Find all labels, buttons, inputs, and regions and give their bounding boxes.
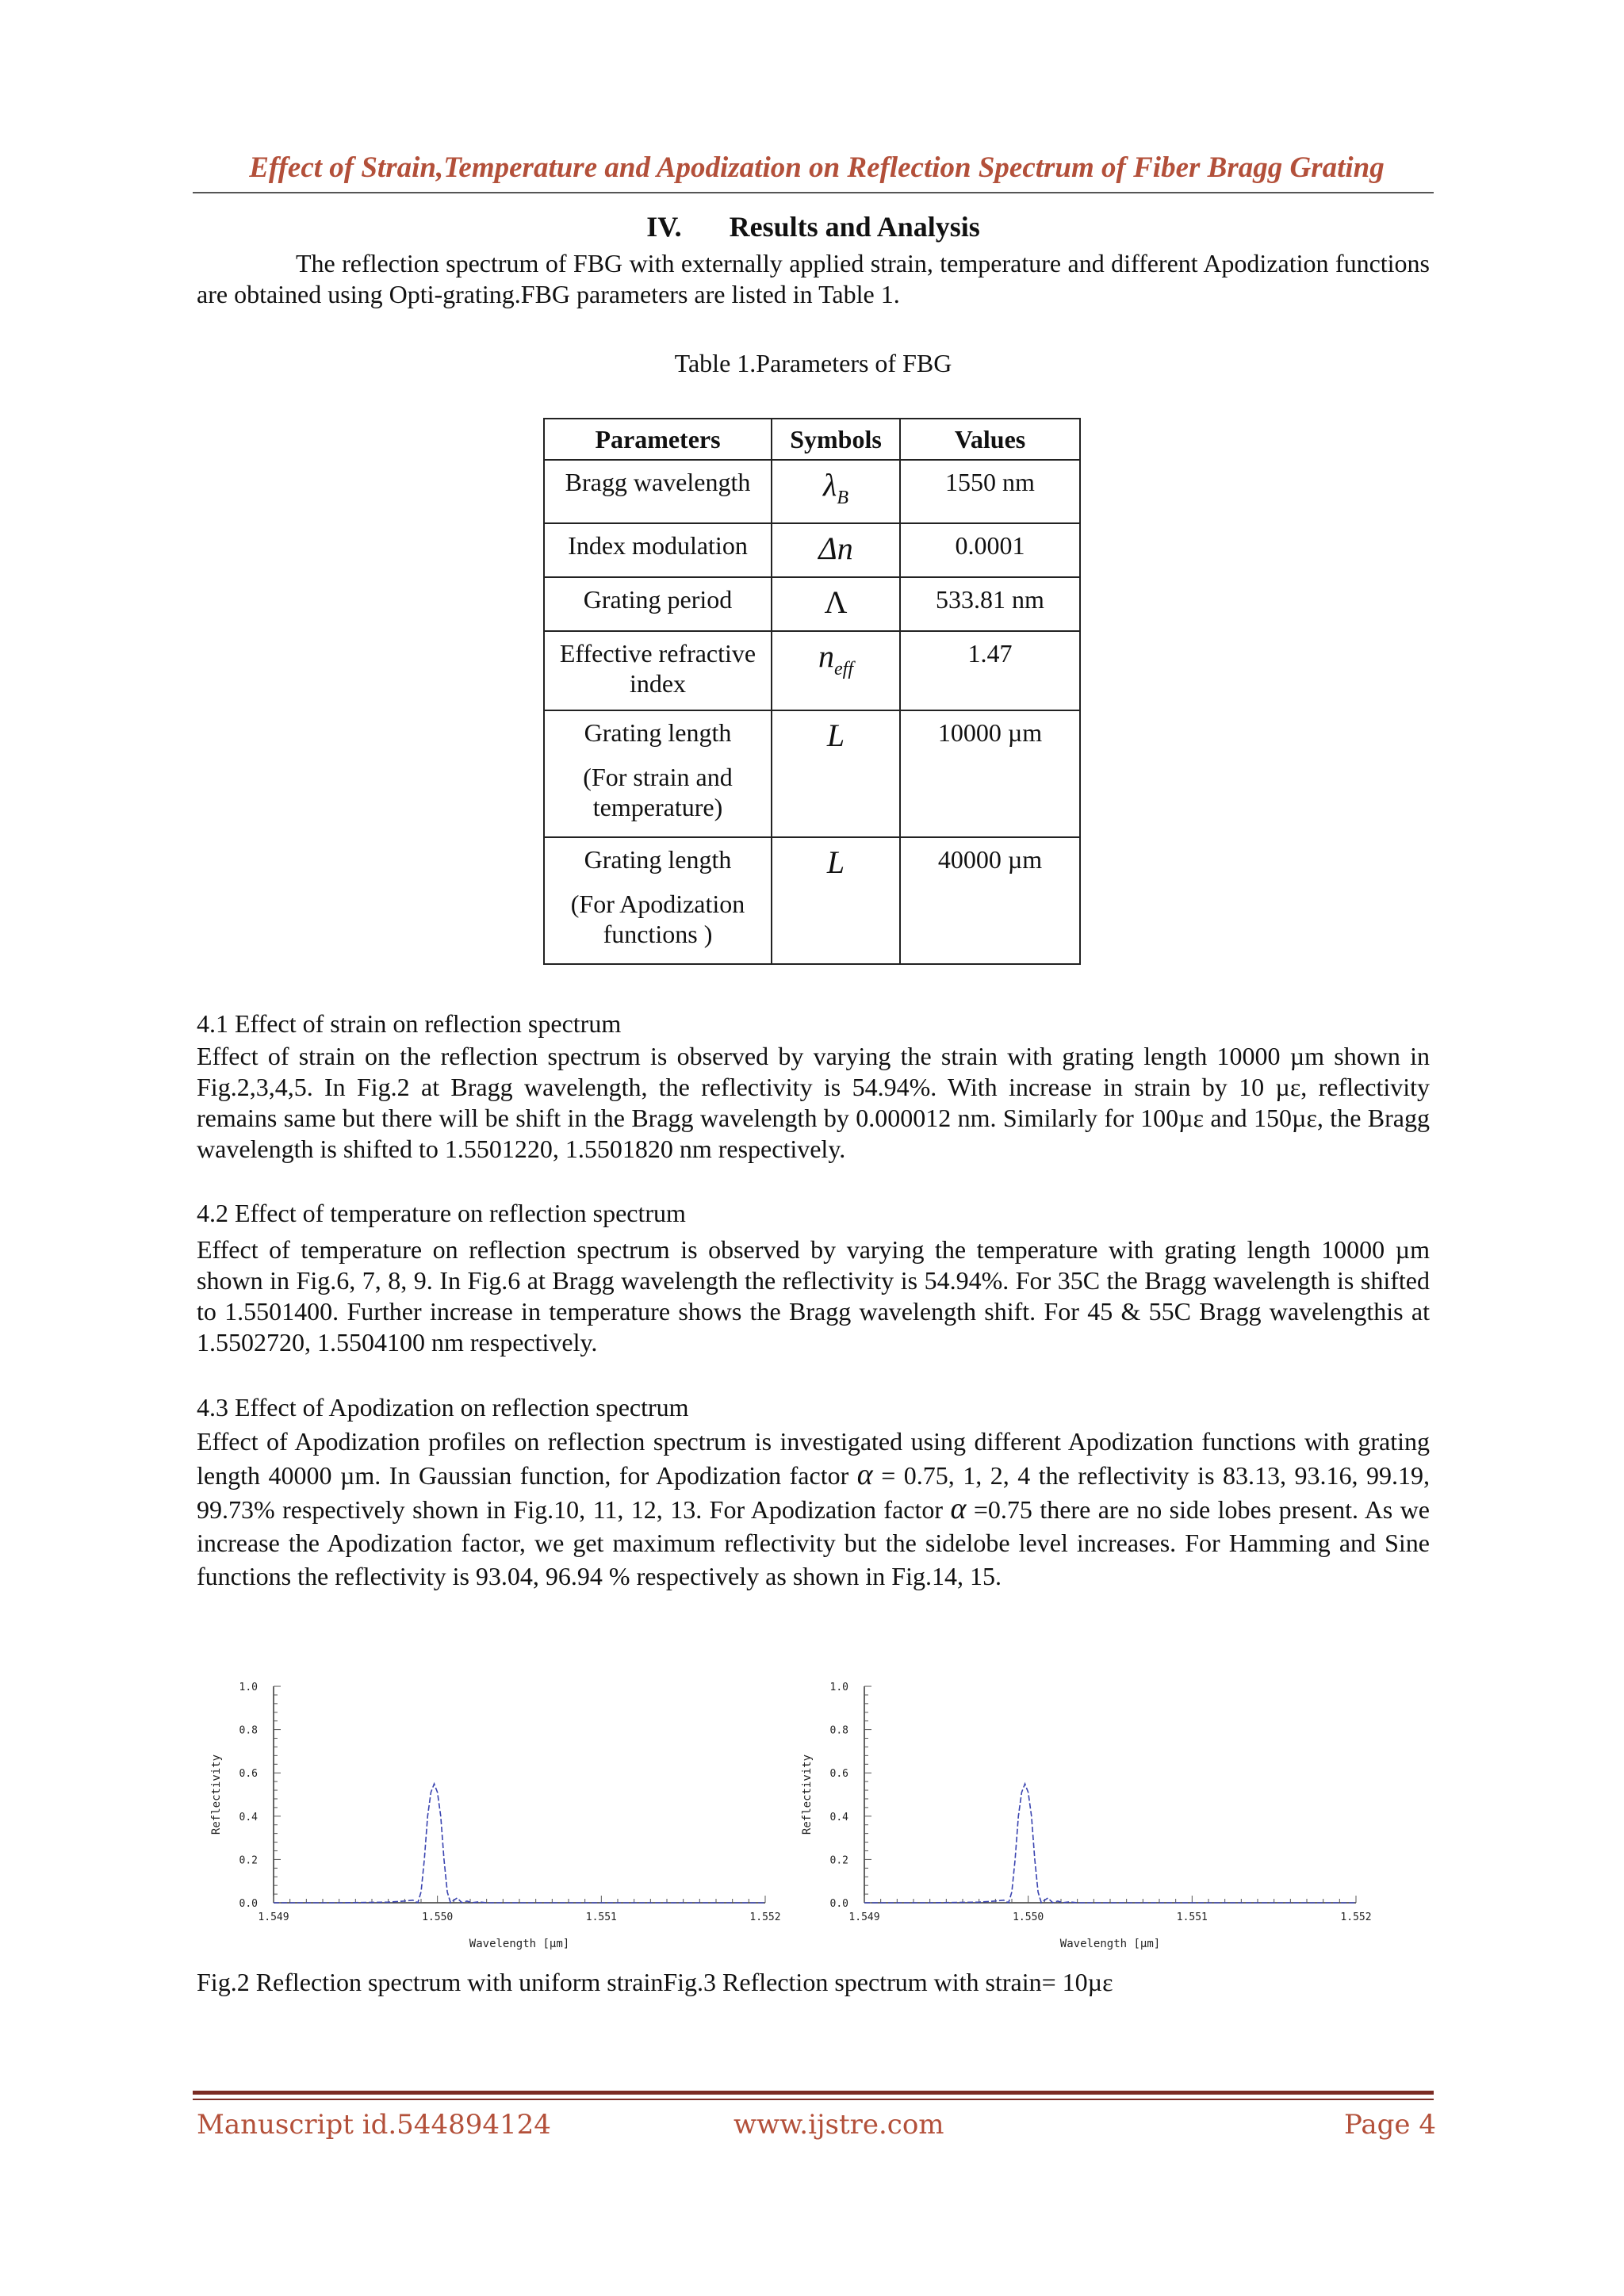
symbol-subscript: B	[837, 488, 848, 508]
y-tick-label: 0.2	[239, 1854, 258, 1867]
y-tick-label: 0.8	[829, 1724, 848, 1737]
symbol-cell	[772, 523, 900, 577]
symbol-cell	[772, 460, 900, 523]
footer-rule-thin	[193, 2099, 1434, 2100]
param-cell: Grating period	[544, 577, 772, 631]
footer-rule	[193, 2091, 1434, 2095]
apodization-text-b: = 0.75, 1, 2, 4 the reflectivity is 83.13, 93.16, 99.19, 99.73% respectively shown in Fig.10, 11, 12, 13. For Apodization factor	[197, 1461, 1431, 1524]
apodization-text-a: Effect of Apodization profiles on reflection spectrum is investigated using different Apodization functions with grating length 40000 µm. In Gaussian function, for Apodization factor	[197, 1427, 1430, 1490]
table-row	[544, 460, 1080, 523]
table-caption: Table 1.Parameters of FBG	[674, 349, 952, 377]
symbol-cell	[772, 577, 900, 631]
y-tick-label: 0.0	[239, 1898, 258, 1910]
symbol-main: λ	[823, 467, 837, 503]
table-row	[544, 523, 1080, 577]
symbol-cell	[772, 837, 900, 964]
x-tick-label: 1.551	[585, 1911, 617, 1923]
symbol-main: L	[826, 718, 845, 753]
table-header-row	[544, 419, 1080, 460]
table-row	[544, 710, 1080, 837]
x-axis-label: Wavelength [µm]	[469, 1938, 570, 1950]
table-header-cell: Parameters	[544, 419, 772, 460]
symbol-main: L	[826, 844, 845, 880]
x-tick-label: 1.552	[1340, 1911, 1372, 1923]
symbol-cell	[772, 631, 900, 710]
x-tick-label: 1.550	[422, 1911, 454, 1923]
table-row	[544, 631, 1080, 710]
running-header: Effect of Strain,Temperature and Apodization on Reflection Spectrum of Fiber Bragg Grating	[249, 151, 1385, 184]
param-label: Grating length	[584, 845, 732, 874]
footer-website: www.ijstre.com	[733, 2109, 944, 2141]
y-axis-label: Reflectivity	[801, 1754, 814, 1835]
symbol-main: Λ	[824, 584, 848, 620]
y-tick-label: 0.8	[239, 1724, 258, 1737]
section-heading: Results and Analysis	[729, 211, 980, 243]
param-note: (For Apodization functions )	[570, 890, 745, 948]
section-number: IV.	[646, 211, 682, 243]
symbol-cell	[772, 710, 900, 837]
intro-paragraph: The reflection spectrum of FBG with externally applied strain, temperature and different Apodization functions are obtained using Opti-grating.FBG parameters are listed in Table 1.	[197, 249, 1430, 308]
subsection-heading: 4.3 Effect of Apodization on reflection spectrum	[197, 1393, 689, 1422]
param-label: Grating length	[584, 718, 732, 747]
param-note: (For strain and temperature)	[583, 763, 733, 821]
y-tick-label: 0.2	[829, 1854, 848, 1867]
apodization-text-c: =0.75 there are no side lobes present. As we increase the Apodization factor, we get maximum reflectivity but the sidelobe level increases. For Hamming and Sine functions the reflectivity is 93.04, 96.94 % respectively as shown in Fig.14, 15.	[197, 1495, 1431, 1590]
subsection-heading: 4.2 Effect of temperature on reflection spectrum	[197, 1199, 686, 1227]
figure-caption: Fig.2 Reflection spectrum with uniform strainFig.3 Reflection spectrum with strain= 10µε	[197, 1968, 1113, 1996]
y-tick-label: 0.6	[239, 1768, 258, 1781]
y-tick-label: 0.4	[829, 1811, 848, 1823]
series-line	[864, 1784, 1356, 1903]
param-cell: Bragg wavelength	[544, 460, 772, 523]
x-tick-label: 1.552	[749, 1911, 781, 1923]
subsection-heading: 4.1 Effect of strain on reflection spectrum	[197, 1009, 622, 1038]
y-tick-label: 0.4	[239, 1811, 258, 1823]
section-title	[193, 210, 1434, 243]
y-tick-label: 1.0	[239, 1682, 258, 1693]
table-row	[544, 577, 1080, 631]
value-cell: 40000 µm	[900, 837, 1080, 964]
param-cell	[544, 837, 772, 964]
value-cell: 10000 µm	[900, 710, 1080, 837]
value-cell: 1550 nm	[900, 460, 1080, 523]
alpha-symbol: α	[856, 1458, 873, 1491]
reflection-plot-fig3	[793, 1669, 1372, 1954]
reflection-plot-fig2	[202, 1669, 781, 1954]
subsection-text: Effect of temperature on reflection spectrum is observed by varying the temperature with grating length 10000 µm shown in Fig.6, 7, 8, 9. In Fig.6 at Bragg wavelength the reflectivity is 54.94%. For 35C the Bragg wavelength is shifted to 1.5501400. Further increase in temperature shows the Bragg wavelength shift. For 45 & 55C Bragg wavelengthis at 1.5502720, 1.5504100 nm respectively.	[197, 1235, 1430, 1357]
x-axis-label: Wavelength [µm]	[1059, 1938, 1161, 1950]
symbol-subscript: eff	[834, 659, 853, 679]
table-header-cell: Values	[900, 419, 1080, 460]
x-tick-label: 1.549	[258, 1911, 289, 1923]
parameters-table	[543, 418, 1081, 965]
value-cell: 533.81 nm	[900, 577, 1080, 631]
value-cell: 1.47	[900, 631, 1080, 710]
x-tick-label: 1.551	[1176, 1911, 1208, 1923]
y-tick-label: 0.0	[829, 1898, 848, 1910]
value-cell: 0.0001	[900, 523, 1080, 577]
table-header-cell: Symbols	[772, 419, 900, 460]
series-line	[274, 1784, 765, 1903]
table-row	[544, 837, 1080, 964]
param-cell: Effective refractive index	[544, 631, 772, 710]
alpha-symbol: α	[950, 1492, 967, 1525]
footer-page-number: Page 4	[1344, 2109, 1436, 2141]
x-tick-label: 1.550	[1013, 1911, 1044, 1923]
y-axis-label: Reflectivity	[210, 1754, 223, 1835]
subsection-text	[197, 1425, 1430, 1593]
param-cell: Index modulation	[544, 523, 772, 577]
param-cell	[544, 710, 772, 837]
y-tick-label: 1.0	[829, 1682, 848, 1693]
symbol-main: Δn	[818, 530, 853, 566]
y-tick-label: 0.6	[829, 1768, 848, 1781]
symbol-main: n	[818, 638, 834, 674]
header-rule	[193, 192, 1434, 193]
x-tick-label: 1.549	[848, 1911, 880, 1923]
subsection-text: Effect of strain on the reflection spectrum is observed by varying the strain with grating length 10000 µm shown in Fig.2,3,4,5. In Fig.2 at Bragg wavelength, the reflectivity is 54.94%. With increase in strain by 10 µε, reflectivity remains same but there will be shift in the Bragg wavelength by 0.000012 nm. Similarly for 100µε and 150µε, the Bragg wavelength is shifted to 1.5501220, 1.5501820 nm respectively.	[197, 1042, 1430, 1163]
footer-manuscript-id: Manuscript id.544894124	[197, 2109, 551, 2141]
